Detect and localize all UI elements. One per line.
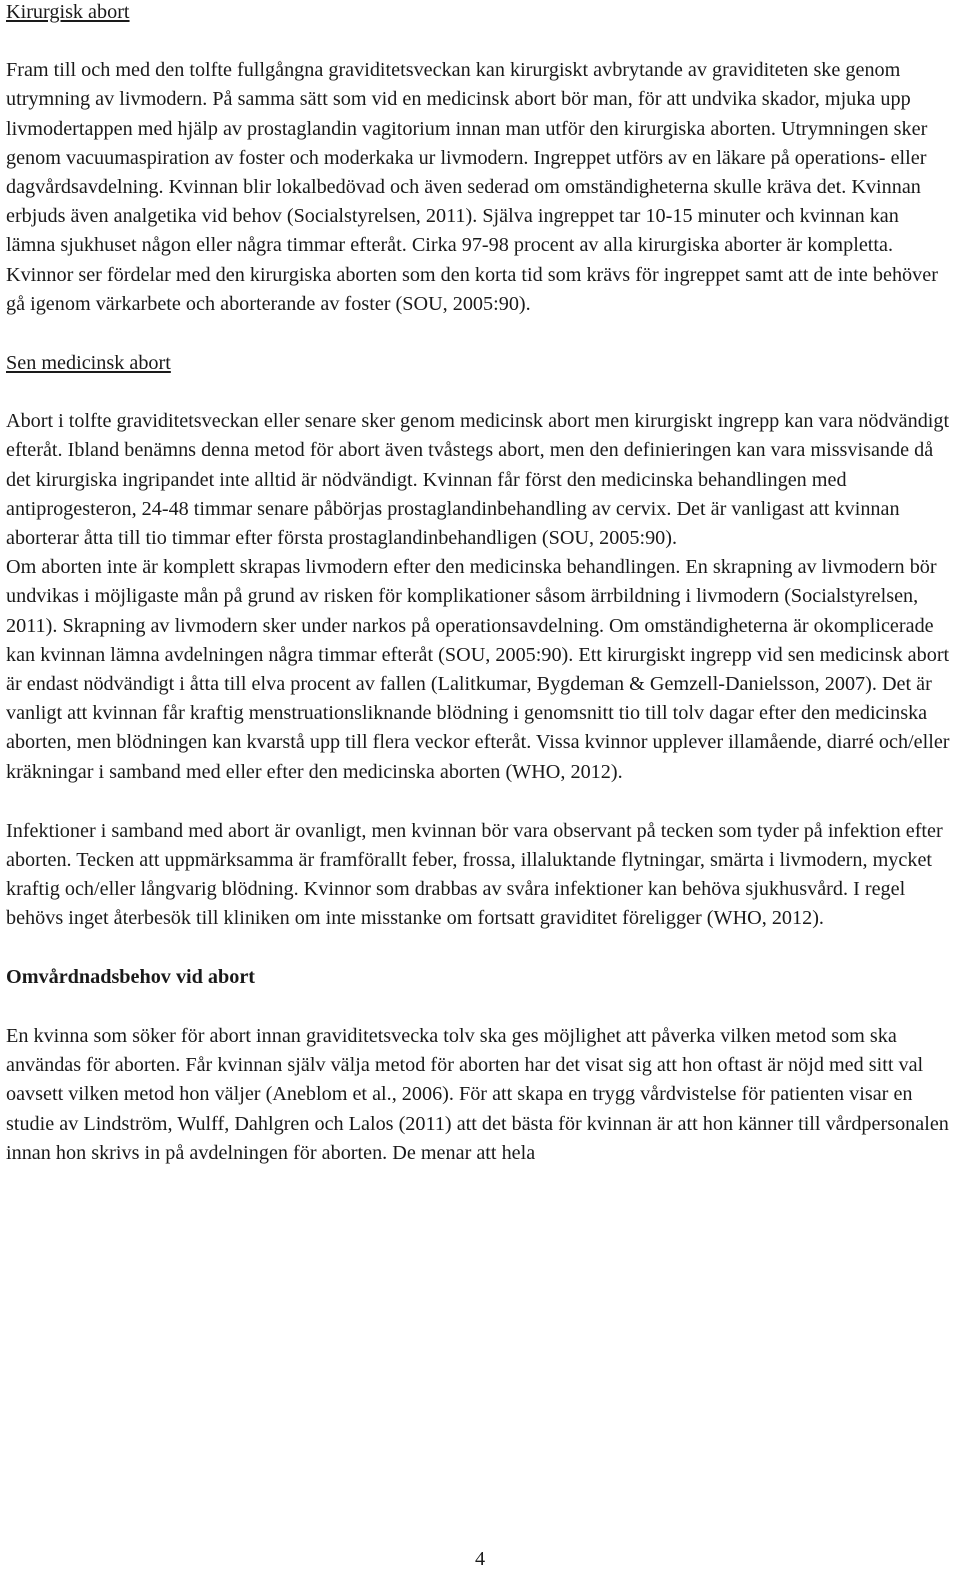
spacer bbox=[6, 992, 950, 1022]
spacer bbox=[6, 787, 950, 817]
paragraph-sen-medicinsk-2: Om aborten inte är komplett skrapas livmodern efter den medicinska behandlingen. En skrapning av livmodern bör undvikas i möjligaste mån på grund av risken för komplikationer såsom ärrbildning i livmodern (Socialstyrelsen, 2011). Skrapning av livmodern sker under narkos på operationsavdelning. Om omständigheterna är okomplicerade kan kvinnan lämna avdelningen några timmar efteråt (SOU, 2005:90). Ett kirurgiskt ingrepp vid sen medicinsk abort är endast nödvändigt i åtta till elva procent av fallen (Lalitkumar, Bygdeman & Gemzell-Danielsson, 2007). Det är vanligt att kvinnan får kraftig menstruationsliknande blödning i genomsnitt tio till tolv dagar efter den medicinska aborten, men blödningen kan kvarstå upp till flera veckor efteråt. Vissa kvinnor upplever illamående, diarré och/eller kräkningar i samband med eller efter den medicinska aborten (WHO, 2012). bbox=[6, 556, 950, 783]
spacer bbox=[6, 378, 950, 407]
spacer bbox=[6, 319, 950, 349]
heading-sen-medicinsk-abort: Sen medicinsk abort bbox=[6, 352, 171, 375]
spacer bbox=[6, 27, 950, 56]
heading-kirurgisk-abort: Kirurgisk abort bbox=[6, 1, 130, 23]
paragraph-sen-medicinsk-1: Abort i tolfte graviditetsveckan eller senare sker genom medicinsk abort men kirurgiskt ingrepp kan vara nödvändigt efteråt. Ibland benämns denna metod för abort även tvåstegs abort, men den definieringen kan vara missvisande då det kirurgiska ingripandet inte alltid är nödvändigt. Kvinnan får först den medicinska behandlingen med antiprogesteron, 24-48 timmar senare påbörjas prostaglandinbehandling av cervix. Det är vanligast att kvinnan aborterar åtta till tio timmar efter första prostaglandinbehandligen (SOU, 2005:90). bbox=[6, 410, 950, 550]
paragraph-infektioner: Infektioner i samband med abort är ovanligt, men kvinnan bör vara observant på tecken som tyder på infektion efter aborten. Tecken att uppmärksamma är framförallt feber, frossa, illaluktande flytningar, smärta i livmodern, mycket kraftig och/eller långvarig blödning. Kvinnor som drabbas av svåra infektioner kan behöva sjukhusvård. I regel behövs inget återbesök till kliniken om inte misstanke om fortsatt graviditet föreligger (WHO, 2012). bbox=[6, 819, 943, 930]
heading-omvardnadsbehov: Omvårdnadsbehov vid abort bbox=[6, 965, 256, 988]
paragraph-kirurgisk-abort: Fram till och med den tolfte fullgångna graviditetsveckan kan kirurgiskt avbrytande av graviditeten ske genom utrymning av livmodern. På samma sätt som vid en medicinsk abort bör man, för att undvika skador, mjuka upp livmodertappen med hjälp av prostaglandin vagitorium innan man utför den kirurgiska aborten. Utrymningen sker genom vacuumaspiration av foster och moderkaka ur livmodern. Ingreppet utförs av en läkare på operations- eller dagvårdsavdelning. Kvinnan blir lokalbedövad och även sederad om omständigheterna skulle kräva det. Kvinnan erbjuds även analgetika vid behov (Socialstyrelsen, 2011). Själva ingreppet tar 10-15 minuter och kvinnan kan lämna sjukhuset någon eller några timmar efteråt. Cirka 97-98 procent av alla kirurgiska aborter är kompletta. Kvinnor ser fördelar med den kirurgiska aborten som den korta tid som krävs för ingreppet samt att de inte behöver gå igenom värkarbete och aborterande av foster (SOU, 2005:90). bbox=[6, 59, 938, 315]
document-page bbox=[6, 0, 950, 1168]
spacer bbox=[6, 934, 950, 963]
paragraph-omvardnadsbehov: En kvinna som söker för abort innan graviditetsvecka tolv ska ges möjlighet att påverka vilken metod som ska användas för aborten. Får kvinnan själv välja metod för aborten har det visat sig att hon oftast är nöjd med sitt val oavsett vilken metod hon väljer (Aneblom et al., 2006). För att skapa en trygg vårdvistelse för patienten visar en studie av Lindström, Wulff, Dahlgren och Lalos (2011) att det bästa för kvinnan är att hon känner till vårdpersonalen innan hon skrivs in på avdelningen för aborten. De menar att hela bbox=[6, 1024, 949, 1164]
page-number: 4 bbox=[474, 1548, 486, 1570]
